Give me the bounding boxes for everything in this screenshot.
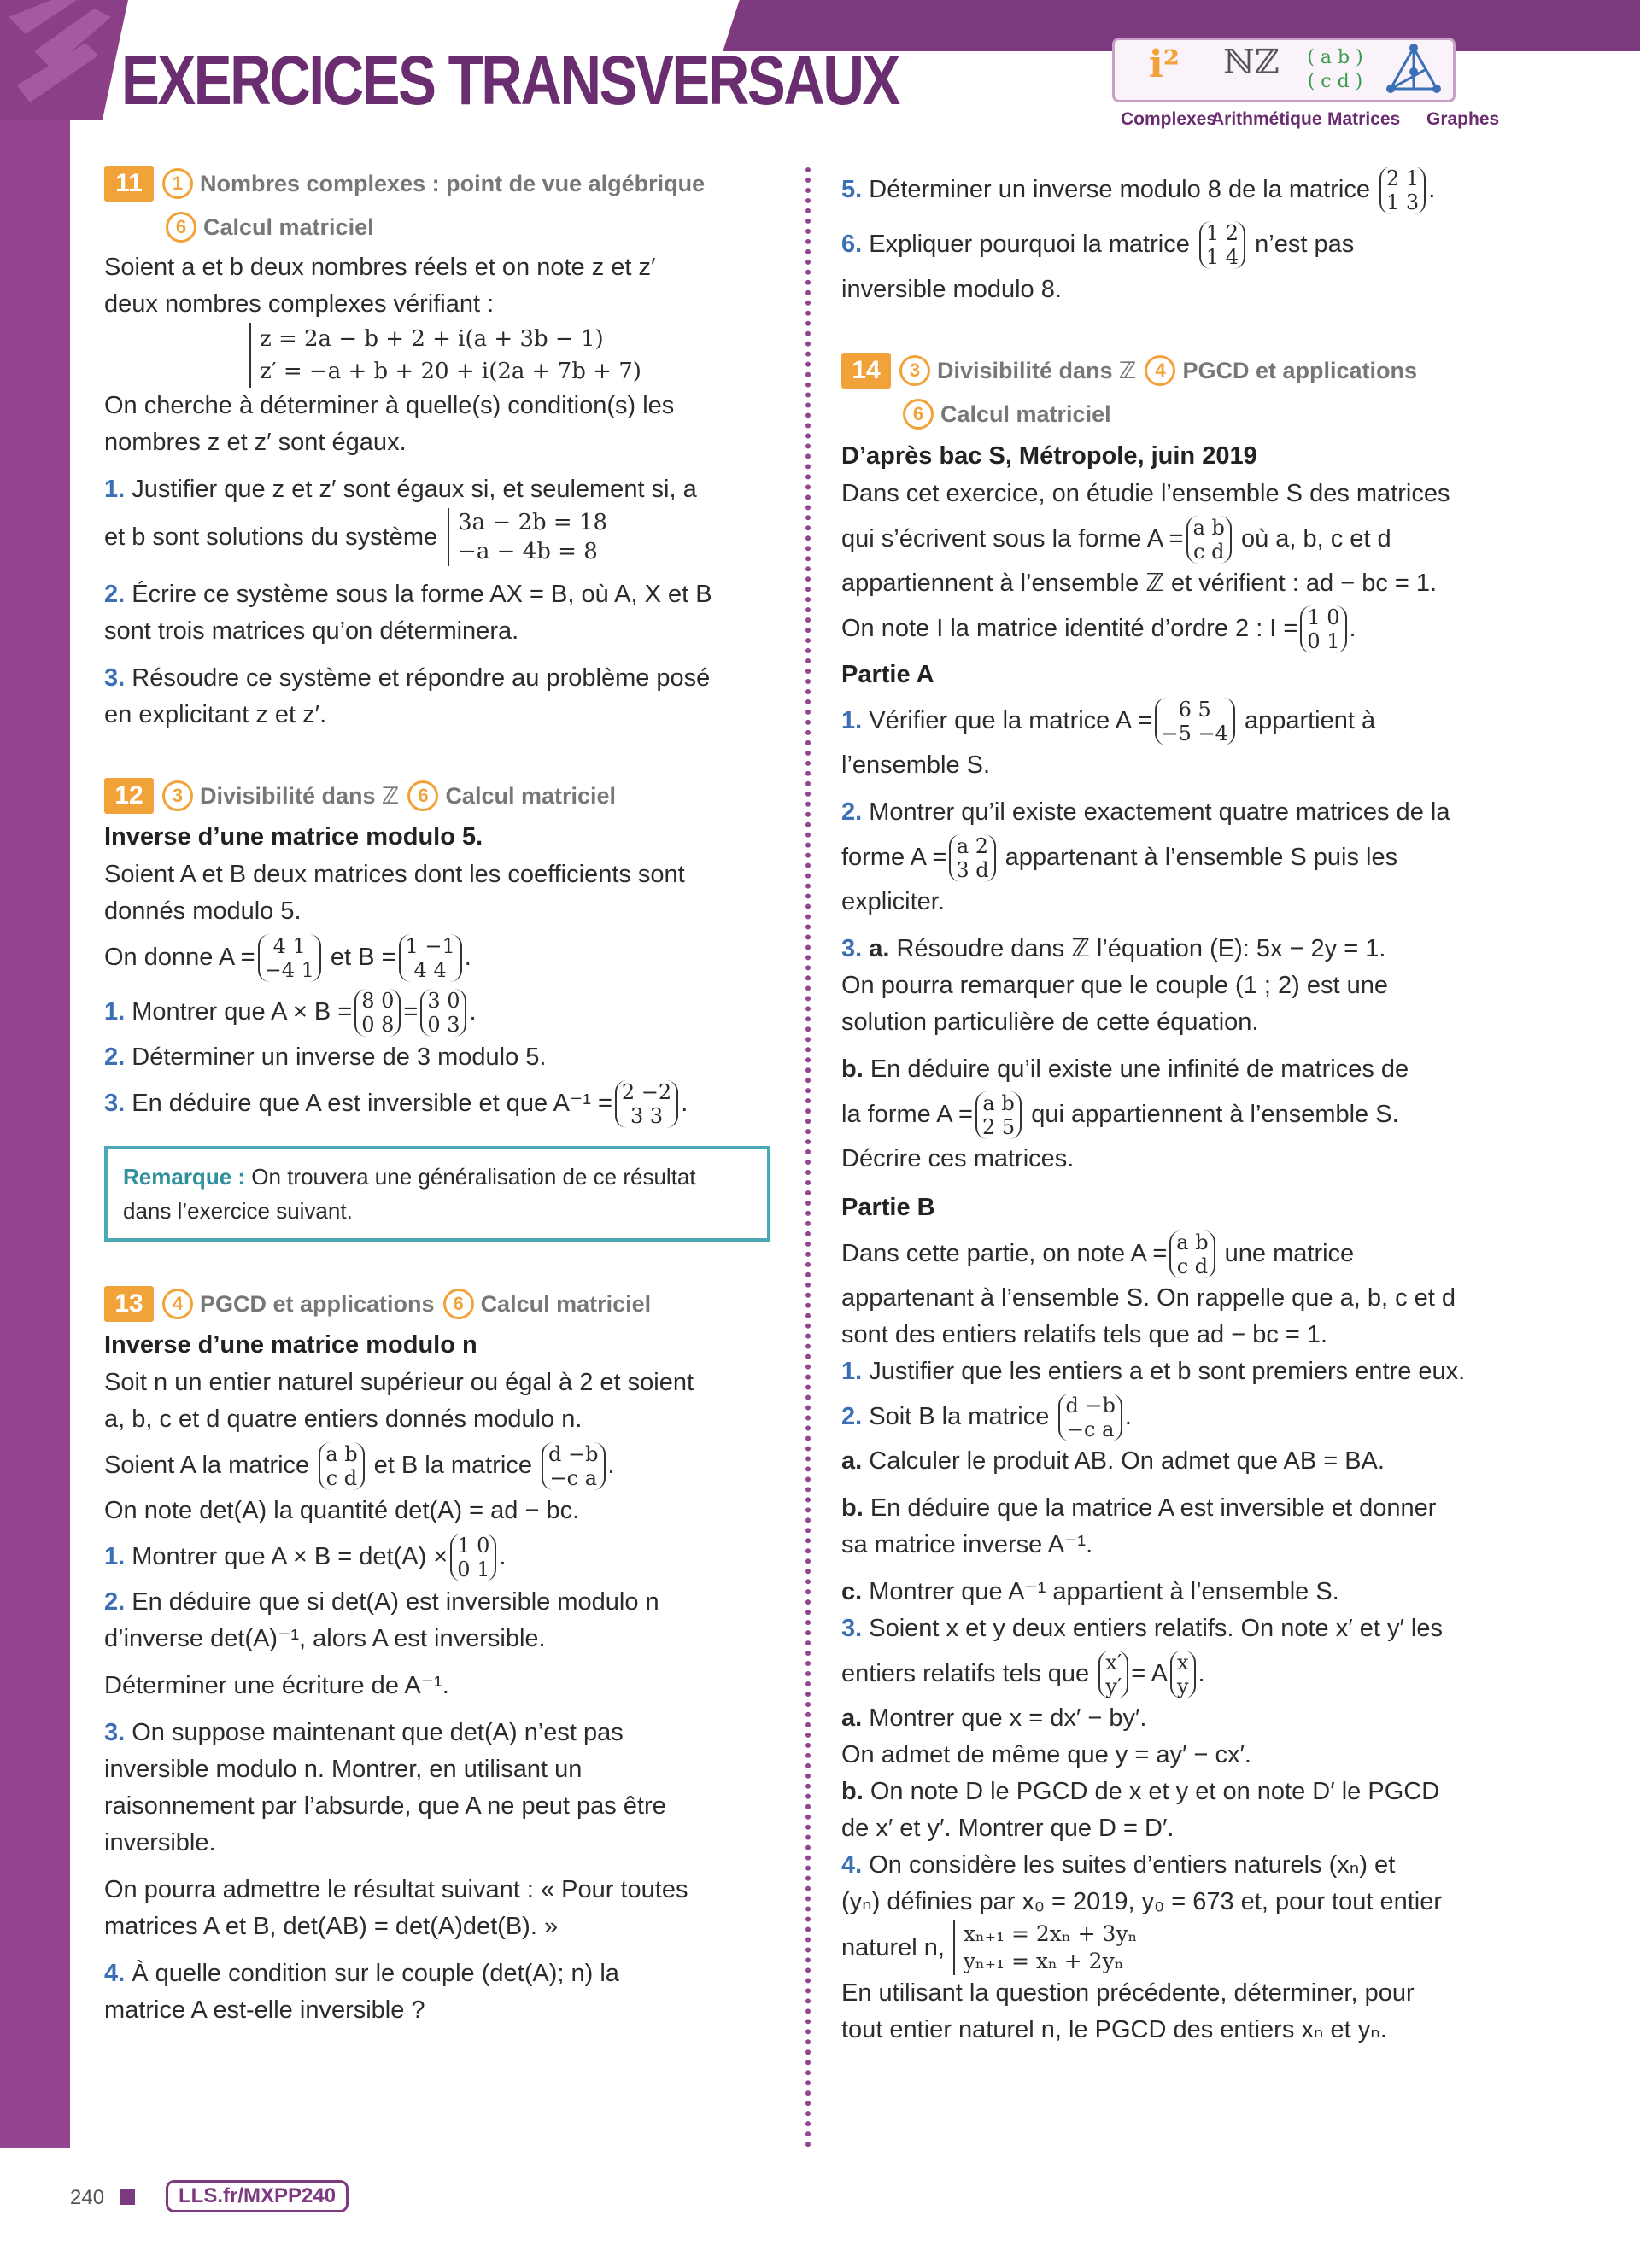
number-sets-icon: ℕℤ bbox=[1223, 43, 1280, 82]
equation-system bbox=[104, 323, 777, 388]
chapter-tag bbox=[899, 355, 1136, 386]
text-line bbox=[841, 512, 1516, 565]
matrix bbox=[354, 989, 401, 1037]
text-line: inversible modulo n. Montrer, en utilisant un bbox=[104, 1756, 583, 1783]
question-text: Déterminer un inverse modulo 8 de la matrice bbox=[869, 176, 1370, 203]
domain-label-graphes: Graphes bbox=[1426, 109, 1500, 129]
text: appartenant à l’ensemble S puis les bbox=[1004, 844, 1398, 871]
sub-question-letter: b. bbox=[841, 1494, 864, 1522]
page-number: 240 bbox=[70, 2186, 105, 2209]
question bbox=[104, 576, 777, 613]
chapter-tag bbox=[1145, 355, 1417, 386]
exercise-14-subheader bbox=[841, 392, 1516, 436]
matrix bbox=[975, 1091, 1022, 1139]
question-text: Montrer que A × B = bbox=[132, 998, 353, 1026]
text: Dans cette partie, on note A = bbox=[841, 1240, 1168, 1267]
question bbox=[841, 694, 1516, 747]
matrix-row: −c a bbox=[549, 1466, 598, 1491]
text-line: On pourra admettre le résultat suivant : « Pour toutes bbox=[104, 1876, 688, 1903]
text-line: En utilisant la question précédente, déterminer, pour bbox=[841, 1979, 1414, 2007]
question bbox=[841, 1490, 1516, 1527]
matrix-row: −c a bbox=[1066, 1418, 1115, 1442]
question-number: 1. bbox=[841, 1358, 863, 1385]
text-line: expliciter. bbox=[841, 888, 945, 915]
matrix-row: 0 1 bbox=[457, 1558, 490, 1582]
exercise-13-header bbox=[104, 1283, 777, 1325]
chapter-tag bbox=[443, 1289, 652, 1319]
question-number: 4. bbox=[104, 1960, 126, 1987]
text-line: solution particulière de cette équation. bbox=[841, 1008, 1259, 1036]
text-line bbox=[841, 1920, 1516, 1975]
equation: xₙ₊₁ = 2xₙ + 3yₙ bbox=[963, 1921, 1138, 1946]
exercise-number: 14 bbox=[841, 353, 891, 389]
text-line: sont des entiers relatifs tels que ad − bc = 1. bbox=[841, 1321, 1328, 1348]
text-line: appartenant à l’ensemble S. On rappelle que a, b, c et d bbox=[841, 1284, 1456, 1312]
question-text: Justifier que les entiers a et b sont premiers entre eux. bbox=[869, 1358, 1466, 1385]
matrix-row: 4 1 bbox=[272, 934, 306, 959]
question-text: Montrer que A⁻¹ appartient à l’ensemble S. bbox=[869, 1578, 1339, 1605]
text-line: sa matrice inverse A⁻¹. bbox=[841, 1531, 1093, 1558]
sub-question-letter: b. bbox=[841, 1055, 864, 1083]
matrix-row: 4 4 bbox=[413, 958, 447, 983]
text-line: deux nombres complexes vérifiant : bbox=[104, 290, 495, 318]
question bbox=[841, 1443, 1516, 1480]
complex-icon: i² bbox=[1149, 43, 1180, 86]
column-divider bbox=[805, 167, 811, 2148]
matrix bbox=[1186, 516, 1232, 564]
question: 1. Montrer que A × B = 8 0 0 8 = 3 0 0 3 . bbox=[104, 989, 477, 1038]
equation: z = 2a − b + 2 + i(a + 3b − 1) bbox=[249, 323, 777, 355]
text-line: Dans cet exercice, on étudie l’ensemble S des matrices bbox=[841, 480, 1450, 507]
right-column bbox=[841, 162, 1516, 2049]
text-line: de x′ et y′. Montrer que D = D′. bbox=[841, 1815, 1174, 1842]
exercise-title: Inverse d’une matrice modulo 5. bbox=[104, 823, 483, 850]
question-number: 2. bbox=[104, 1588, 126, 1616]
text: On note I la matrice identité d’ordre 2 : I = bbox=[841, 615, 1298, 642]
matrix-row: 6 5 bbox=[1178, 698, 1211, 722]
part-title: Partie B bbox=[841, 1194, 935, 1221]
matrix-row: 1 3 bbox=[1386, 190, 1420, 215]
chapter-tag bbox=[407, 780, 616, 811]
matrix bbox=[1169, 1230, 1215, 1278]
chapter-label: Nombres complexes : point de vue algébrique bbox=[200, 170, 706, 196]
question-text: En déduire que si det(A) est inversible modulo n bbox=[132, 1588, 659, 1616]
question-number: 5. bbox=[841, 176, 863, 203]
text-line: (yₙ) définies par x₀ = 2019, y₀ = 673 et, pour tout entier bbox=[841, 1888, 1443, 1915]
chapter-number: 4 bbox=[1145, 355, 1175, 386]
question bbox=[841, 217, 1516, 272]
sub-question-letter: a. bbox=[841, 1447, 863, 1475]
matrix-row: 1 2 bbox=[1205, 221, 1239, 246]
question bbox=[841, 1774, 1516, 1810]
matrix-row: d −b bbox=[1065, 1394, 1116, 1418]
footer-link[interactable]: LLS.fr/MXPP240 bbox=[166, 2180, 348, 2212]
text: une matrice bbox=[1224, 1240, 1355, 1267]
question-text: Montrer que A × B = det(A) × bbox=[132, 1543, 448, 1570]
question bbox=[841, 1353, 1516, 1390]
question-number: 2. bbox=[104, 581, 126, 608]
matrix-row: a b bbox=[1192, 516, 1225, 541]
text-line: Soient a et b deux nombres réels et on note z et z′ bbox=[104, 254, 656, 281]
text: naturel n, bbox=[841, 1933, 945, 1961]
question-text: Montrer que x = dx′ − by′. bbox=[869, 1704, 1147, 1732]
matrix-row: 1 4 bbox=[1205, 245, 1239, 270]
question: 3. En déduire que A est inversible et que A⁻¹ = 2 −2 3 3 . bbox=[104, 1080, 688, 1129]
matrix-row: a b bbox=[1176, 1230, 1209, 1255]
question-text: Justifier que z et z′ sont égaux si, et seulement si, a bbox=[132, 476, 697, 503]
question-text: et b sont solutions du système bbox=[104, 523, 438, 551]
question-text: appartient à bbox=[1244, 707, 1376, 734]
left-color-band bbox=[0, 0, 70, 2148]
text-line: appartiennent à l’ensemble ℤ et vérifient : ad − bc = 1. bbox=[841, 570, 1438, 597]
exercise-number: 11 bbox=[104, 166, 154, 202]
text-line: Soient A la matrice a b c d et B la matrice d −b −c a . bbox=[104, 1442, 615, 1491]
matrix-row: 3 0 bbox=[427, 989, 460, 1014]
equation-system bbox=[953, 1920, 1137, 1975]
remark-label: Remarque : bbox=[123, 1164, 246, 1190]
question-number: 3. bbox=[104, 1090, 126, 1117]
matrix-row: a 2 bbox=[956, 834, 989, 859]
exercise-number: 12 bbox=[104, 778, 154, 814]
matrix-row: 8 0 bbox=[361, 989, 395, 1014]
matrix-icon: ( a b ) ( c d ) bbox=[1307, 47, 1363, 92]
text: = A bbox=[1131, 1660, 1168, 1687]
text: et B la matrice bbox=[373, 1452, 532, 1479]
question-number: 3. bbox=[104, 1719, 126, 1746]
page-title: EXERCICES TRANSVERSAUX bbox=[121, 42, 899, 120]
text-line: On donne A = 4 1 −4 1 et B = 1 −1 4 4 . bbox=[104, 934, 472, 983]
sub-question-letter: c. bbox=[841, 1578, 863, 1605]
chapter-label: Calcul matriciel bbox=[940, 400, 1111, 427]
matrix bbox=[1379, 167, 1426, 214]
remark-text: dans l’exercice suivant. bbox=[123, 1198, 353, 1224]
matrix bbox=[1300, 605, 1346, 653]
domain-label-matrices: Matrices bbox=[1327, 109, 1401, 129]
chapter-label: Divisibilité dans ℤ bbox=[200, 782, 400, 809]
matrix-row: 3 3 bbox=[630, 1104, 664, 1129]
question-text: Vérifier que la matrice A = bbox=[869, 707, 1152, 734]
text-line: en explicitant z et z′. bbox=[104, 701, 327, 728]
question-text: En déduire que A est inversible et que A⁻¹ = bbox=[132, 1090, 612, 1117]
chapter-label: Divisibilité dans ℤ bbox=[937, 357, 1137, 383]
matrix-row: c d bbox=[1176, 1254, 1209, 1279]
exercise-title: D’après bac S, Métropole, juin 2019 bbox=[841, 442, 1257, 470]
matrix-row: c d bbox=[325, 1466, 358, 1491]
matrix bbox=[319, 1442, 364, 1490]
matrix bbox=[1170, 1651, 1196, 1698]
matrix-row: 0 8 bbox=[361, 1013, 395, 1038]
chapter-label: Calcul matriciel bbox=[445, 782, 617, 809]
text-line: raisonnement par l’absurde, que A ne peut pas être bbox=[104, 1792, 666, 1820]
text-line: Soient A et B deux matrices dont les coefficients sont bbox=[104, 861, 685, 888]
text-line: inversible modulo 8. bbox=[841, 276, 1062, 303]
equation-system bbox=[448, 508, 607, 566]
question-text: À quelle condition sur le couple (det(A); n) la bbox=[132, 1960, 619, 1987]
question-number: 1. bbox=[104, 1543, 126, 1570]
text-line: a, b, c et d quatre entiers donnés modulo n. bbox=[104, 1406, 583, 1433]
chapter-tag bbox=[903, 399, 1111, 430]
question bbox=[841, 1610, 1516, 1647]
text-line: nombres z et z′ sont égaux. bbox=[104, 429, 407, 456]
remark-box bbox=[104, 1146, 770, 1242]
sub-question-letter: a. bbox=[841, 1704, 863, 1732]
matrix-row: x bbox=[1176, 1651, 1189, 1675]
exercise-14-header bbox=[841, 349, 1516, 392]
left-column bbox=[104, 162, 777, 2029]
chapter-number: 3 bbox=[899, 355, 930, 386]
question-text: En déduire que la matrice A est inversible et donner bbox=[870, 1494, 1437, 1522]
matrix-row: 1 0 bbox=[457, 1534, 490, 1558]
question-text: n’est pas bbox=[1255, 231, 1355, 258]
matrix-row: −4 1 bbox=[264, 958, 314, 983]
question-number: 1. bbox=[841, 707, 863, 734]
text-line: Soit n un entier naturel supérieur ou égal à 2 et soient bbox=[104, 1369, 694, 1396]
matrix bbox=[542, 1442, 605, 1490]
question: 5. Déterminer un inverse modulo 8 de la matrice 2 1 1 3 . bbox=[841, 167, 1436, 215]
chapter-tag bbox=[166, 212, 374, 243]
text: et B = bbox=[330, 944, 396, 971]
question bbox=[104, 1955, 777, 1992]
domain-legend bbox=[1110, 38, 1512, 132]
matrix-row: x′ bbox=[1105, 1651, 1122, 1675]
question bbox=[104, 1039, 777, 1076]
matrix-row: −5 −4 bbox=[1161, 722, 1228, 746]
question bbox=[104, 508, 777, 566]
matrix-row: d −b bbox=[548, 1442, 599, 1467]
question-number: 3. bbox=[841, 935, 863, 962]
matrix bbox=[258, 934, 321, 982]
text: On donne A = bbox=[104, 944, 255, 971]
text: qui appartiennent à l’ensemble S. bbox=[1031, 1101, 1399, 1128]
matrix bbox=[615, 1080, 678, 1128]
question bbox=[104, 1584, 777, 1621]
equation: 3a − 2b = 18 bbox=[458, 510, 608, 535]
matrix bbox=[1155, 698, 1235, 745]
question-text: On note D le PGCD de x et y et on note D′ le PGCD bbox=[870, 1778, 1440, 1805]
question-text: Calculer le produit AB. On admet que AB = BA. bbox=[869, 1447, 1385, 1475]
chapter-label: Calcul matriciel bbox=[203, 213, 374, 240]
matrix bbox=[1058, 1394, 1122, 1441]
text-line: On pourra remarquer que le couple (1 ; 2) est une bbox=[841, 972, 1388, 999]
matrix-row: 1 0 bbox=[1307, 605, 1340, 630]
question bbox=[104, 1715, 777, 1751]
question bbox=[841, 1700, 1516, 1737]
matrix-row: 2 1 bbox=[1386, 167, 1420, 191]
question-text: Soient x et y deux entiers relatifs. On note x′ et y′ les bbox=[869, 1615, 1444, 1642]
sub-question-letter: b. bbox=[841, 1778, 864, 1805]
text-line: On note det(A) la quantité det(A) = ad − bc. bbox=[104, 1497, 580, 1524]
text: forme A = bbox=[841, 844, 947, 871]
text-line: On admet de même que y = ay′ − cx′. bbox=[841, 1741, 1251, 1768]
question-number: 6. bbox=[841, 231, 863, 258]
text-line: tout entier naturel n, le PGCD des entiers xₙ et yₙ. bbox=[841, 2016, 1387, 2043]
matrix bbox=[450, 1534, 496, 1581]
part-title: Partie A bbox=[841, 661, 934, 688]
text: Soient A la matrice bbox=[104, 1452, 310, 1479]
chapter-number: 6 bbox=[166, 212, 196, 243]
text-line: Décrire ces matrices. bbox=[841, 1145, 1075, 1172]
exercise-12-header bbox=[104, 775, 777, 817]
remark-text: On trouvera une généralisation de ce résultat bbox=[251, 1164, 696, 1190]
question-number: 1. bbox=[104, 998, 126, 1026]
chapter-number: 6 bbox=[903, 399, 934, 430]
text: qui s’écrivent sous la forme A = bbox=[841, 525, 1184, 552]
question bbox=[841, 1847, 1516, 1884]
domain-label-arithmetique: Arithmétique bbox=[1211, 109, 1322, 129]
question-number: 2. bbox=[841, 1403, 863, 1430]
chapter-tag bbox=[162, 168, 705, 199]
chapter-tag bbox=[162, 1289, 435, 1319]
question-text: Résoudre ce système et répondre au problème posé bbox=[132, 664, 711, 692]
text-line: matrice A est-elle inversible ? bbox=[104, 1996, 425, 2024]
matrix bbox=[1199, 221, 1245, 269]
text-line bbox=[841, 831, 1516, 884]
question-text: Expliquer pourquoi la matrice bbox=[869, 231, 1190, 258]
chapter-label: PGCD et applications bbox=[1182, 357, 1417, 383]
question-number: 2. bbox=[104, 1043, 126, 1071]
question bbox=[841, 1574, 1516, 1610]
chapter-label: Calcul matriciel bbox=[480, 1290, 652, 1317]
text-line: On cherche à déterminer à quelle(s) condition(s) les bbox=[104, 392, 675, 419]
text: entiers relatifs tels que bbox=[841, 1660, 1090, 1687]
question-text: En déduire qu’il existe une infinité de matrices de bbox=[870, 1055, 1409, 1083]
matrix-row: 2 5 bbox=[981, 1115, 1016, 1140]
matrix bbox=[1098, 1651, 1128, 1698]
question-text: Écrire ce système sous la forme AX = B, où A, X et B bbox=[132, 581, 712, 608]
exercise-11-subheader bbox=[104, 205, 777, 249]
sub-question-letter: a. bbox=[869, 935, 890, 962]
text-line: d’inverse det(A)⁻¹, alors A est inversible. bbox=[104, 1625, 546, 1652]
question bbox=[841, 931, 1516, 967]
text-line bbox=[841, 1227, 1516, 1280]
corner-decoration bbox=[0, 0, 128, 120]
chapter-label: PGCD et applications bbox=[200, 1290, 435, 1317]
text-line: donnés modulo 5. bbox=[104, 897, 302, 925]
chapter-number: 6 bbox=[407, 780, 438, 811]
matrix-row: 1 −1 bbox=[405, 934, 455, 959]
matrix bbox=[949, 834, 995, 882]
chapter-tag bbox=[162, 780, 399, 811]
question: 1. Montrer que A × B = det(A) × 1 0 0 1 . bbox=[104, 1534, 507, 1582]
matrix-row: a b bbox=[325, 1442, 358, 1467]
graph-icon bbox=[1375, 43, 1452, 97]
equation: z′ = −a + b + 20 + i(2a + 7b + 7) bbox=[249, 355, 777, 388]
question bbox=[104, 660, 777, 697]
question: 2. Soit B la matrice d −b −c a . bbox=[841, 1394, 1132, 1442]
text-line bbox=[841, 1088, 1516, 1141]
exercise-title: Inverse d’une matrice modulo n bbox=[104, 1331, 477, 1359]
text: la forme A = bbox=[841, 1101, 973, 1128]
question-text: On considère les suites d’entiers naturels (xₙ) et bbox=[869, 1851, 1396, 1879]
text: où a, b, c et d bbox=[1240, 525, 1391, 552]
text-line: On note I la matrice identité d’ordre 2 : I = 1 0 0 1 . bbox=[841, 605, 1356, 654]
text-line: entiers relatifs tels que x′ y′ = A x y . bbox=[841, 1651, 1205, 1699]
chapter-number: 4 bbox=[162, 1289, 193, 1319]
matrix bbox=[399, 934, 462, 982]
question-number: 3. bbox=[104, 664, 126, 692]
question bbox=[104, 471, 777, 508]
domain-label-complexes: Complexes bbox=[1121, 109, 1217, 129]
question-number: 3. bbox=[841, 1615, 863, 1642]
text-line: l’ensemble S. bbox=[841, 751, 991, 779]
question-text: On suppose maintenant que det(A) n’est pas bbox=[132, 1719, 624, 1746]
matrix-row: 2 −2 bbox=[621, 1080, 672, 1105]
matrix-row: 0 3 bbox=[427, 1013, 460, 1038]
matrix-row: 0 1 bbox=[1307, 629, 1340, 654]
question bbox=[841, 794, 1516, 831]
matrix bbox=[420, 989, 466, 1037]
question-text: Résoudre dans ℤ l’équation (E): 5x − 2y = 1. bbox=[896, 935, 1386, 962]
exercise-number: 13 bbox=[104, 1286, 154, 1322]
question bbox=[841, 1051, 1516, 1088]
matrix-row: y bbox=[1176, 1675, 1189, 1699]
matrix-row: a b bbox=[982, 1091, 1015, 1116]
matrix-row: y′ bbox=[1105, 1675, 1122, 1699]
text-line: sont trois matrices qu’on déterminera. bbox=[104, 617, 519, 645]
question-text: Montrer qu’il existe exactement quatre matrices de la bbox=[869, 798, 1450, 826]
matrix-row: c d bbox=[1193, 540, 1225, 564]
question-number: 2. bbox=[841, 798, 863, 826]
chapter-number: 3 bbox=[162, 780, 193, 811]
matrix-row: 3 d bbox=[956, 858, 989, 883]
question-number: 1. bbox=[104, 476, 126, 503]
text-line: inversible. bbox=[104, 1829, 216, 1856]
question-text: Soit B la matrice bbox=[869, 1403, 1050, 1430]
footer-square bbox=[120, 2189, 135, 2205]
equation: −a − 4b = 8 bbox=[458, 539, 598, 564]
chapter-number: 6 bbox=[443, 1289, 474, 1319]
equation: yₙ₊₁ = xₙ + 2yₙ bbox=[963, 1949, 1124, 1973]
text-line: Déterminer une écriture de A⁻¹. bbox=[104, 1672, 449, 1699]
exercise-11-header bbox=[104, 162, 777, 205]
chapter-number: 1 bbox=[162, 168, 193, 199]
question-number: 4. bbox=[841, 1851, 863, 1879]
text-line: matrices A et B, det(AB) = det(A)det(B). » bbox=[104, 1913, 559, 1940]
question-text: Déterminer un inverse de 3 modulo 5. bbox=[132, 1043, 547, 1071]
